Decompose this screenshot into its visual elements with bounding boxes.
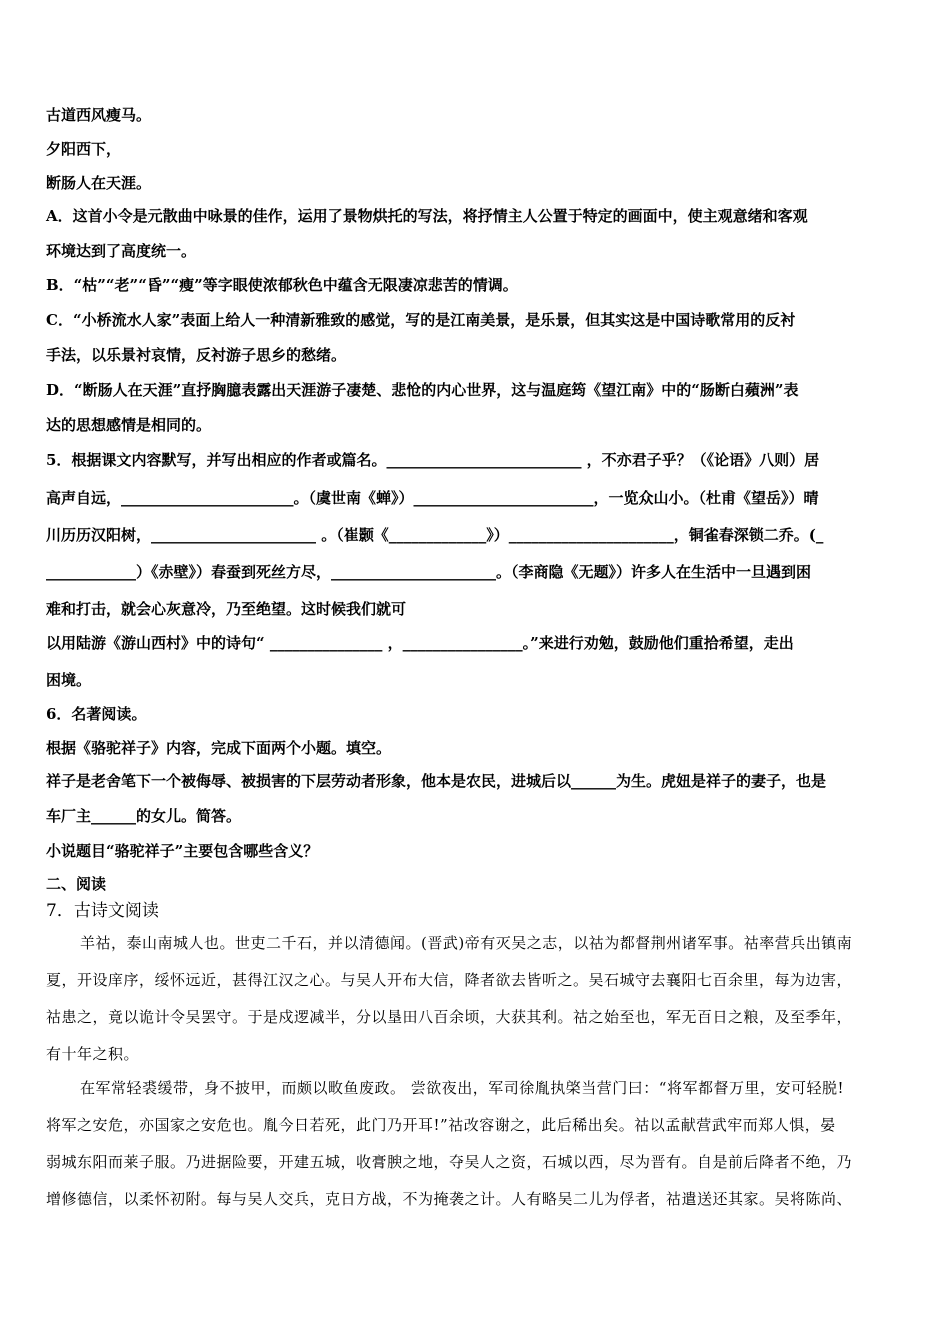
poem-line-3: 断肠人在天涯。 bbox=[46, 174, 152, 192]
q6-instruction: 根据《骆驼祥子》内容，完成下面两个小题。填空。 bbox=[46, 739, 392, 757]
passage-p1-line-2: 夏，开设庠序，绥怀远近，甚得江汉之心。与吴人开布大信，降者欲去皆听之。吴石城守去襄阳七百余里，每为边害， bbox=[46, 971, 853, 989]
passage-p1-line-3: 祜患之，竟以诡计令吴罢守。于是戍逻减半，分以垦田八百余顷，大获其利。祜之始至也，军无百日之粮，及至季年， bbox=[46, 1008, 853, 1026]
passage-p2-line-1: 在军常轻裘缓带，身不披甲，而颇以畋鱼废政。 尝欲夜出，军司徐胤执棨当营门曰：“将军都督万里，安可轻脱! bbox=[80, 1079, 844, 1097]
q5-line-1: 5．根据课文内容默写，并写出相应的作者或篇名。__________________________ ，不亦君子乎？（《论语》八则）居 bbox=[46, 451, 820, 469]
q5-line-4: ____________）《赤壁》）春蚕到死丝方尽，______________________。（李商隐《无题》）许多人在生活中一旦遇到困 bbox=[46, 563, 812, 581]
q5-line-3: 川历历汉阳树，______________________ 。（崔颢《_____________》）______________________，铜雀春深锁二乔。(_ bbox=[46, 526, 824, 544]
q5-line-6: 以用陆游《游山西村》中的诗句“ _______________ ，________________。”来进行劝勉，鼓励他们重拾希望，走出 bbox=[46, 634, 794, 652]
passage-p2-line-3: 弱城东阳而莱子服。乃进据险要，开建五城，收膏腴之地，夺吴人之资，石城以西，尽为晋有。自是前后降者不绝，乃 bbox=[46, 1153, 853, 1171]
poem-line-2: 夕阳西下， bbox=[46, 140, 122, 158]
section-heading: 二、阅读 bbox=[46, 875, 107, 893]
q5-line-5: 难和打击，就会心灰意冷，乃至绝望。这时候我们就可 bbox=[46, 600, 407, 618]
q6-question: 小说题目“骆驼祥子”主要包含哪些含义？ bbox=[46, 842, 319, 860]
poem-line-1: 古道西风瘦马。 bbox=[46, 106, 152, 124]
passage-p2-line-2: 将军之安危，亦国家之安危也。胤今日若死，此门乃开耳!”祜改容谢之，此后稀出矣。祜以孟献营武牢而郑人惧，晏 bbox=[46, 1116, 836, 1134]
q6-title: 6．名著阅读。 bbox=[46, 705, 147, 723]
option-c-line-1: C．“小桥流水人家”表面上给人一种清新雅致的感觉，写的是江南美景，是乐景，但其实这是中国诗歌常用的反衬 bbox=[46, 311, 796, 329]
option-d-line-1: D．“断肠人在天涯”直抒胸臆表露出天涯游子凄楚、悲怆的内心世界，这与温庭筠《望江南》中的“肠断白蘋洲”表 bbox=[46, 381, 799, 399]
q6-fill-line-2: 车厂主______的女儿。简答。 bbox=[46, 807, 242, 825]
q7-title: 7．古诗文阅读 bbox=[46, 901, 159, 921]
q5-line-2: 高声自远，_______________________。（虞世南《蝉》）________________________，一览众山小。（杜甫《望岳》）晴 bbox=[46, 489, 819, 507]
passage-p1-line-4: 有十年之积。 bbox=[46, 1045, 140, 1063]
q5-line-7: 困境。 bbox=[46, 671, 92, 689]
option-d-line-2: 达的思想感情是相同的。 bbox=[46, 416, 212, 434]
option-b-line-1: B．“枯”“老”“昏”“瘦”等字眼使浓郁秋色中蕴含无限凄凉悲苦的情调。 bbox=[46, 276, 518, 294]
option-a-line-1: A．这首小令是元散曲中咏景的佳作，运用了景物烘托的写法，将抒情主人公置于特定的画面中，使主观意绪和客观 bbox=[46, 207, 808, 225]
q6-fill-line-1: 祥子是老舍笔下一个被侮辱、被损害的下层劳动者形象，他本是农民，进城后以______为生。虎妞是祥子的妻子，也是 bbox=[46, 772, 827, 790]
option-a-line-2: 环境达到了高度统一。 bbox=[46, 242, 197, 260]
option-c-line-2: 手法，以乐景衬哀情，反衬游子思乡的愁绪。 bbox=[46, 346, 347, 364]
passage-p2-line-4: 增修德信，以柔怀初附。每与吴人交兵，克日方战，不为掩袭之计。人有略吴二儿为俘者，祜遣送还其家。吴将陈尚、 bbox=[46, 1190, 853, 1208]
passage-p1-line-1: 羊祜，泰山南城人也。世吏二千石，并以清德闻。(晋武)帝有灭吴之志，以祜为都督荆州诸军事。祜率营兵出镇南 bbox=[80, 934, 853, 952]
